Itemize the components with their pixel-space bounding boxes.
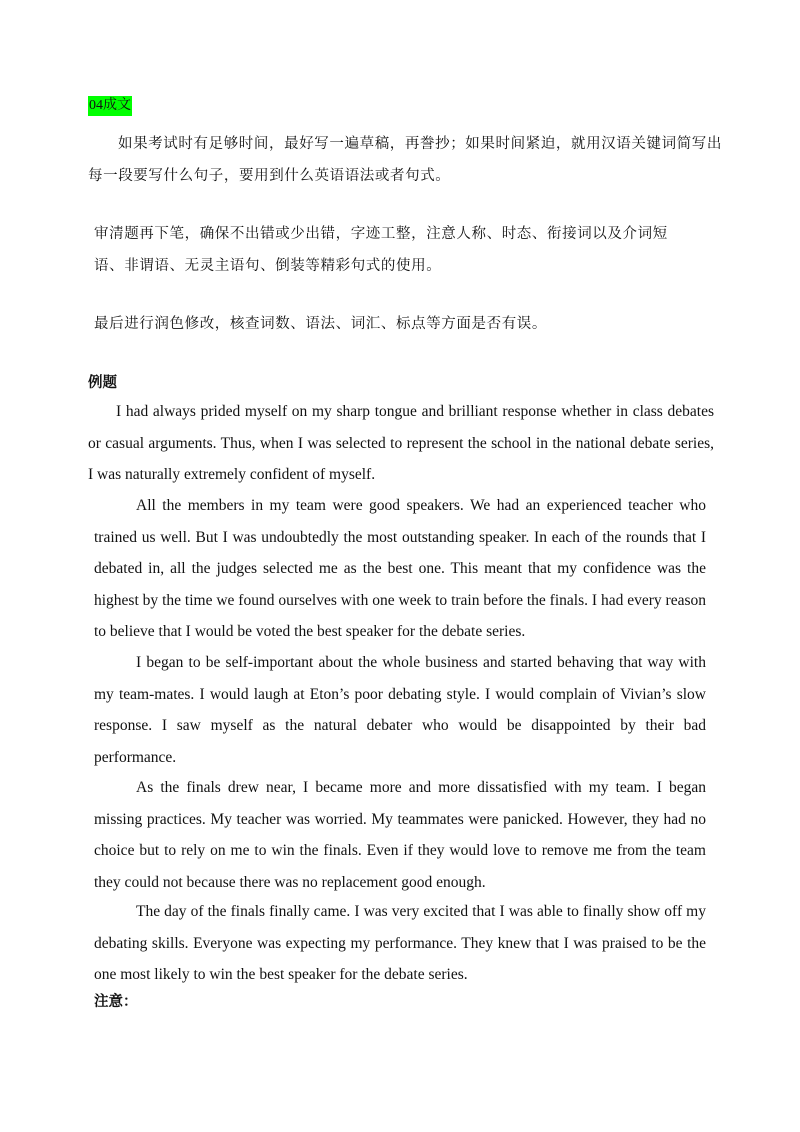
example-paragraph: I had always prided myself on my sharp tongue and brilliant response whether in class debates or casual arguments. Thus, when I was selected to represent the school in the national debate series, I was naturally extremely confident of myself. — [88, 403, 714, 483]
example-paragraph: All the members in my team were good speakers. We had an experienced teacher who trained us well. But I was undoubtedly the most outstanding speaker. In each of the rounds that I debated in, all the judges selected me as the best one. This meant that my confidence was the highest by the time we found ourselves with one week to train before the finals. I had every reason to believe that I would be voted the best speaker for the debate series. — [94, 497, 706, 640]
tip-review-line-1: 审清题再下笔，确保不出错或少出错，字迹工整，注意人称、时态、衔接词以及介词短 — [94, 226, 668, 242]
example-paragraph: I began to be self-important about the whole business and started behaving that way with my team-mates. I would laugh at Eton’s poor debating style. I would complain of Vivian’s slow response. I saw myself as the natural debater who would be disappointed by their bad performance. — [94, 654, 706, 766]
tip-paragraph-draft: 如果考试时有足够时间，最好写一遍草稿，再誊抄；如果时间紧迫，就用汉语关键词简写出每一段要写什么句子，要用到什么英语语法或者句式。 — [88, 136, 722, 184]
tip-review-line-2: 语、非谓语、无灵主语句、倒装等精彩句式的使用。 — [94, 258, 442, 274]
note-title: 注意： — [94, 994, 138, 1010]
example-paragraph: As the finals drew near, I became more and more dissatisfied with my team. I began missing practices. My teacher was worried. My teammates were panicked. However, they had no choice but to rely on me to win the finals. Even if they would love to remove me from the team they could not because there was no replacement good enough. — [94, 779, 706, 891]
example-paragraph: The day of the finals finally came. I was very excited that I was able to finally show off my debating skills. Everyone was expecting my performance. They knew that I was praised to be the one most likely to win the best speaker for the debate series. — [94, 903, 706, 983]
section-heading-highlighted: 04成文 — [88, 96, 132, 116]
example-title: 例题 — [88, 375, 117, 391]
tip-paragraph-polish: 最后进行润色修改，核查词数、语法、词汇、标点等方面是否有误。 — [94, 316, 547, 332]
tip-paragraph-review — [94, 218, 724, 282]
